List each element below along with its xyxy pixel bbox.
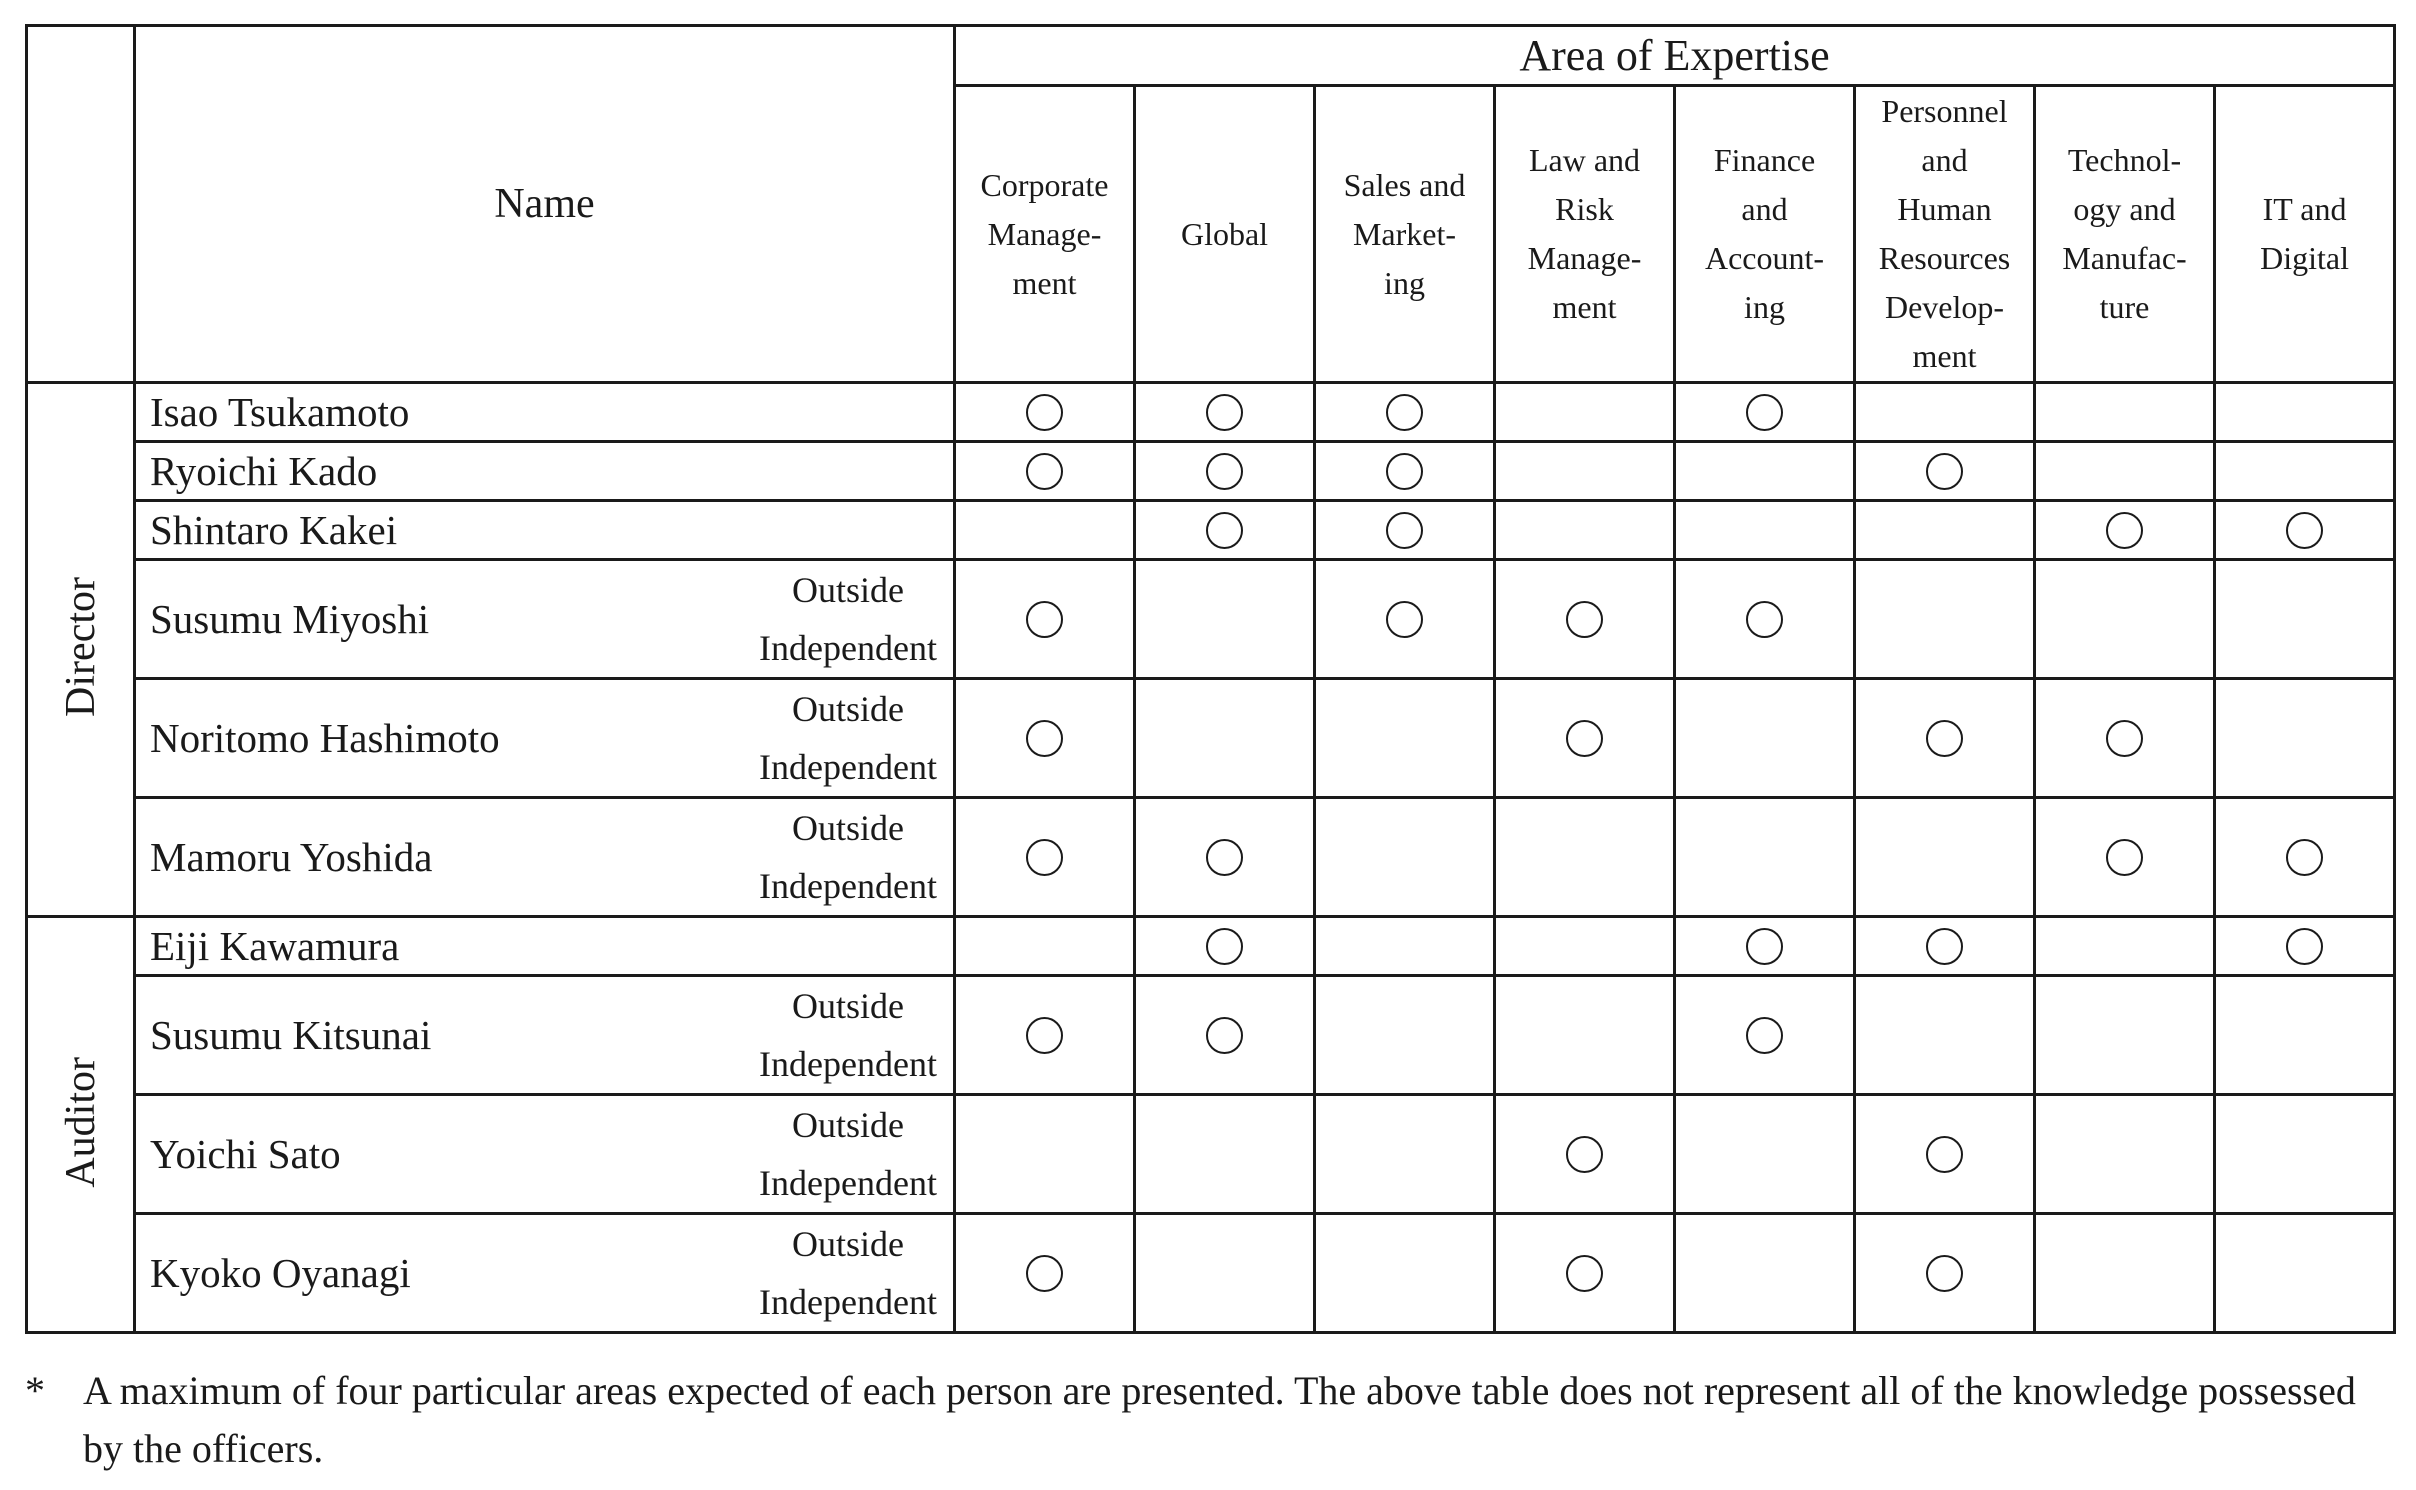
circle-mark-icon	[1566, 720, 1603, 757]
expertise-cell	[1495, 798, 1675, 917]
person-name: Isao Tsukamoto	[150, 389, 410, 435]
expertise-cell	[1855, 1095, 2035, 1214]
table-row	[27, 679, 2395, 798]
expertise-cell	[2215, 679, 2395, 798]
expertise-cell	[1855, 917, 2035, 976]
table-row	[27, 383, 2395, 442]
name-cell	[135, 1214, 955, 1333]
circle-mark-icon	[1386, 512, 1423, 549]
expertise-cell	[1675, 501, 1855, 560]
name-cell	[135, 798, 955, 917]
expertise-cell	[1495, 917, 1675, 976]
expertise-cell	[2035, 798, 2215, 917]
person-name: Noritomo Hashimoto	[150, 715, 500, 761]
circle-mark-icon	[1026, 1017, 1063, 1054]
expertise-cell	[1135, 1095, 1315, 1214]
circle-mark-icon	[1386, 394, 1423, 431]
person-name: Susumu Kitsunai	[150, 1012, 432, 1058]
expertise-cell	[1315, 798, 1495, 917]
table-row	[27, 1214, 2395, 1333]
group-header-cell	[27, 26, 135, 383]
expertise-cell	[1135, 383, 1315, 442]
expertise-cell	[2215, 798, 2395, 917]
expertise-cell	[1675, 917, 1855, 976]
table-row	[27, 442, 2395, 501]
circle-mark-icon	[1566, 1255, 1603, 1292]
expertise-cell	[2035, 679, 2215, 798]
expertise-cell	[2215, 501, 2395, 560]
person-name: Yoichi Sato	[150, 1131, 341, 1177]
expertise-cell	[2035, 1095, 2215, 1214]
circle-mark-icon	[1926, 928, 1963, 965]
circle-mark-icon	[1566, 1136, 1603, 1173]
expertise-cell	[1135, 442, 1315, 501]
expertise-header-4: Finance and Account- ing	[1675, 86, 1855, 383]
person-name: Ryoichi Kado	[150, 448, 378, 494]
expertise-cell	[1675, 798, 1855, 917]
name-cell	[135, 501, 955, 560]
expertise-cell	[1675, 442, 1855, 501]
expertise-header-0: Corporate Manage- ment	[955, 86, 1135, 383]
expertise-cell	[2215, 1095, 2395, 1214]
circle-mark-icon	[1026, 394, 1063, 431]
circle-mark-icon	[1926, 453, 1963, 490]
circle-mark-icon	[1026, 453, 1063, 490]
designation-label: Outside Independent	[759, 986, 937, 1084]
expertise-cell	[1135, 501, 1315, 560]
expertise-cell	[1675, 1214, 1855, 1333]
circle-mark-icon	[1206, 1017, 1243, 1054]
expertise-cell	[2215, 917, 2395, 976]
circle-mark-icon	[1926, 1136, 1963, 1173]
name-cell	[135, 560, 955, 679]
circle-mark-icon	[1206, 394, 1243, 431]
name-cell	[135, 917, 955, 976]
expertise-cell	[1495, 679, 1675, 798]
expertise-cell	[2215, 383, 2395, 442]
circle-mark-icon	[2106, 720, 2143, 757]
expertise-header-2: Sales and Market- ing	[1315, 86, 1495, 383]
circle-mark-icon	[1926, 720, 1963, 757]
expertise-cell	[1495, 560, 1675, 679]
group-cell-0	[27, 383, 135, 917]
designation-label: Outside Independent	[759, 808, 937, 906]
expertise-matrix	[25, 24, 2393, 1334]
designation-label: Outside Independent	[759, 689, 937, 787]
expertise-cell	[1135, 1214, 1315, 1333]
expertise-cell	[1495, 383, 1675, 442]
circle-mark-icon	[1386, 601, 1423, 638]
circle-mark-icon	[1746, 1017, 1783, 1054]
group-label: Director	[57, 577, 104, 717]
table-row	[27, 976, 2395, 1095]
expertise-cell	[1315, 917, 1495, 976]
expertise-header-6: Technol- ogy and Manufac- ture	[2035, 86, 2215, 383]
table-row	[27, 501, 2395, 560]
footnote-marker: *	[25, 1368, 45, 1413]
expertise-header-7: IT and Digital	[2215, 86, 2395, 383]
name-cell	[135, 679, 955, 798]
circle-mark-icon	[1026, 601, 1063, 638]
expertise-cell	[1675, 1095, 1855, 1214]
person-name: Kyoko Oyanagi	[150, 1250, 411, 1296]
expertise-cell	[1675, 560, 1855, 679]
designation-label: Outside Independent	[759, 1224, 937, 1322]
expertise-cell	[1315, 679, 1495, 798]
circle-mark-icon	[1026, 839, 1063, 876]
expertise-cell	[1135, 976, 1315, 1095]
expertise-cell	[2035, 976, 2215, 1095]
name-cell	[135, 442, 955, 501]
expertise-header-1: Global	[1135, 86, 1315, 383]
expertise-cell	[1855, 501, 2035, 560]
circle-mark-icon	[1026, 720, 1063, 757]
expertise-cell	[2035, 383, 2215, 442]
circle-mark-icon	[2286, 839, 2323, 876]
designation-label: Outside Independent	[759, 1105, 937, 1203]
expertise-cell	[955, 383, 1135, 442]
expertise-header-5: Personnel and Human Resources Develop- ment	[1855, 86, 2035, 383]
table-row	[27, 798, 2395, 917]
expertise-cell	[2215, 442, 2395, 501]
expertise-cell	[1315, 1214, 1495, 1333]
expertise-cell	[1315, 560, 1495, 679]
circle-mark-icon	[1206, 928, 1243, 965]
expertise-cell	[1855, 976, 2035, 1095]
expertise-cell	[2035, 1214, 2215, 1333]
table-row	[27, 917, 2395, 976]
expertise-cell	[1495, 1214, 1675, 1333]
expertise-cell	[1315, 976, 1495, 1095]
group-cell-1	[27, 917, 135, 1333]
group-label: Auditor	[57, 1056, 104, 1188]
circle-mark-icon	[1746, 928, 1783, 965]
circle-mark-icon	[1566, 601, 1603, 638]
expertise-cell	[955, 679, 1135, 798]
name-cell	[135, 976, 955, 1095]
circle-mark-icon	[1206, 512, 1243, 549]
circle-mark-icon	[1206, 453, 1243, 490]
expertise-cell	[2035, 917, 2215, 976]
expertise-cell	[2215, 560, 2395, 679]
expertise-cell	[2215, 1214, 2395, 1333]
expertise-cell	[1675, 976, 1855, 1095]
table-row	[27, 560, 2395, 679]
table-row	[27, 1095, 2395, 1214]
name-header: Name	[135, 26, 955, 383]
person-name: Shintaro Kakei	[150, 507, 398, 553]
expertise-cell	[955, 560, 1135, 679]
expertise-cell	[1135, 917, 1315, 976]
expertise-cell	[955, 917, 1135, 976]
expertise-cell	[1135, 679, 1315, 798]
circle-mark-icon	[2106, 512, 2143, 549]
footnote-text: A maximum of four particular areas expected of each person are presented. The above table does not represent all of the knowledge possessed by the officers.	[83, 1368, 2356, 1471]
expertise-cell	[955, 976, 1135, 1095]
expertise-cell	[955, 1214, 1135, 1333]
person-name: Susumu Miyoshi	[150, 596, 430, 642]
circle-mark-icon	[1026, 1255, 1063, 1292]
circle-mark-icon	[2106, 839, 2143, 876]
expertise-cell	[2035, 560, 2215, 679]
expertise-cell	[2215, 976, 2395, 1095]
circle-mark-icon	[1746, 394, 1783, 431]
expertise-cell	[955, 501, 1135, 560]
area-of-expertise-header: Area of Expertise	[955, 26, 2395, 86]
designation-label: Outside Independent	[759, 570, 937, 668]
expertise-cell	[1495, 976, 1675, 1095]
expertise-cell	[1675, 383, 1855, 442]
table-body	[27, 383, 2395, 1333]
expertise-cell	[1855, 798, 2035, 917]
expertise-cell	[2035, 442, 2215, 501]
person-name: Eiji Kawamura	[150, 923, 400, 969]
circle-mark-icon	[2286, 928, 2323, 965]
expertise-cell	[1855, 383, 2035, 442]
skills-table	[25, 24, 2396, 1334]
expertise-cell	[955, 798, 1135, 917]
expertise-cell	[1135, 798, 1315, 917]
expertise-cell	[1855, 1214, 2035, 1333]
expertise-cell	[1495, 442, 1675, 501]
circle-mark-icon	[1746, 601, 1783, 638]
expertise-cell	[955, 1095, 1135, 1214]
circle-mark-icon	[1206, 839, 1243, 876]
expertise-cell	[1315, 1095, 1495, 1214]
expertise-cell	[1315, 383, 1495, 442]
name-cell	[135, 1095, 955, 1214]
expertise-header-3: Law and Risk Manage- ment	[1495, 86, 1675, 383]
expertise-cell	[1855, 442, 2035, 501]
circle-mark-icon	[1926, 1255, 1963, 1292]
circle-mark-icon	[1386, 453, 1423, 490]
person-name: Mamoru Yoshida	[150, 834, 433, 880]
expertise-cell	[2035, 501, 2215, 560]
expertise-cell	[1315, 501, 1495, 560]
expertise-cell	[1855, 679, 2035, 798]
expertise-cell	[1675, 679, 1855, 798]
expertise-cell	[1315, 442, 1495, 501]
expertise-cell	[1495, 501, 1675, 560]
expertise-cell	[1855, 560, 2035, 679]
circle-mark-icon	[2286, 512, 2323, 549]
expertise-cell	[955, 442, 1135, 501]
expertise-cell	[1495, 1095, 1675, 1214]
expertise-cell	[1135, 560, 1315, 679]
footnote	[25, 1362, 2397, 1478]
name-cell	[135, 383, 955, 442]
